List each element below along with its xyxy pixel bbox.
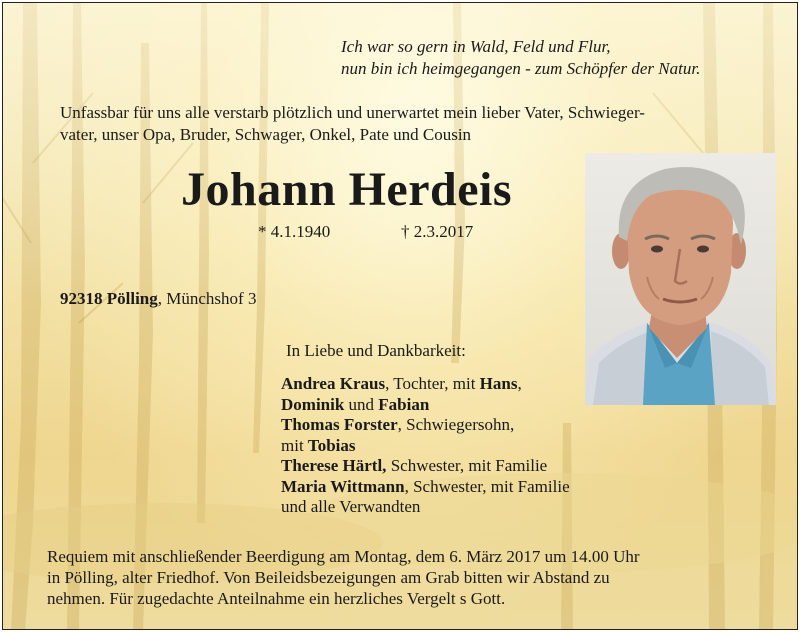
portrait-photo — [585, 153, 776, 405]
footer-line-2: in Pölling, alter Friedhof. Von Beileidsbezeigungen am Grab bitten wir Abstand zu — [47, 568, 610, 587]
mourner-line — [281, 415, 570, 436]
mourner-text: Schwester, mit Familie — [386, 456, 548, 475]
intro-line-1: Unfassbar für uns alle verstarb plötzlich und unerwartet mein lieber Vater, Schwieger- — [60, 103, 645, 122]
portrait-illustration — [585, 153, 776, 405]
mourner-line — [281, 374, 570, 395]
mourner-name: Andrea Kraus — [281, 374, 386, 393]
mourner-line — [281, 395, 570, 416]
mourner-line — [281, 497, 570, 518]
intro-text — [60, 102, 780, 146]
mourner-text: und alle Verwandten — [281, 497, 421, 516]
footer-line-3: nehmen. Für zugedachte Anteilnahme ein herzliches Vergelt s Gott. — [47, 589, 506, 608]
service-details — [47, 546, 767, 609]
death-date: † 2.3.2017 — [401, 222, 474, 241]
mourner-name: Fabian — [378, 394, 430, 414]
motto-verse — [341, 36, 700, 80]
mourner-text: , Schwester, mit Familie — [404, 476, 570, 496]
address-city: 92318 Pölling — [60, 289, 158, 308]
mourner-name: Thomas Forster — [281, 415, 398, 434]
mourner-text: und — [344, 394, 379, 414]
deceased-name: Johann Herdeis — [181, 163, 513, 216]
motto-line-1: Ich war so gern in Wald, Feld und Flur, — [341, 37, 611, 56]
intro-line-2: vater, unser Opa, Bruder, Schwager, Onkel, Pate und Cousin — [60, 125, 472, 144]
thanks-heading: In Liebe und Dankbarkeit: — [286, 341, 466, 360]
birth-date: * 4.1.1940 — [258, 222, 331, 241]
motto-line-2: nun bin ich heimgegangen - zum Schöpfer der Natur. — [341, 59, 701, 78]
mourner-name: Therese Härtl, — [281, 456, 387, 475]
mourner-line — [281, 436, 570, 457]
address-street: , Münchshof 3 — [157, 289, 257, 308]
mourner-text: , Tochter, mit — [385, 374, 480, 393]
mourner-line — [281, 477, 570, 498]
footer-line-1: Requiem mit anschließender Beerdigung am Montag, dem 6. März 2017 um 14.00 Uhr — [47, 547, 640, 566]
mourner-line — [281, 456, 570, 477]
mourner-name: Dominik — [281, 394, 345, 414]
mourner-name: Maria Wittmann — [281, 476, 405, 496]
mourner-text: , Schwiegersohn, — [397, 415, 515, 434]
mourner-name: Hans — [479, 374, 518, 393]
obituary-card — [2, 2, 798, 630]
mourners-list — [281, 374, 570, 518]
mourner-text: mit — [281, 435, 308, 455]
mourner-name: Tobias — [307, 435, 356, 455]
address — [60, 289, 256, 309]
mourner-text: , — [517, 374, 522, 393]
